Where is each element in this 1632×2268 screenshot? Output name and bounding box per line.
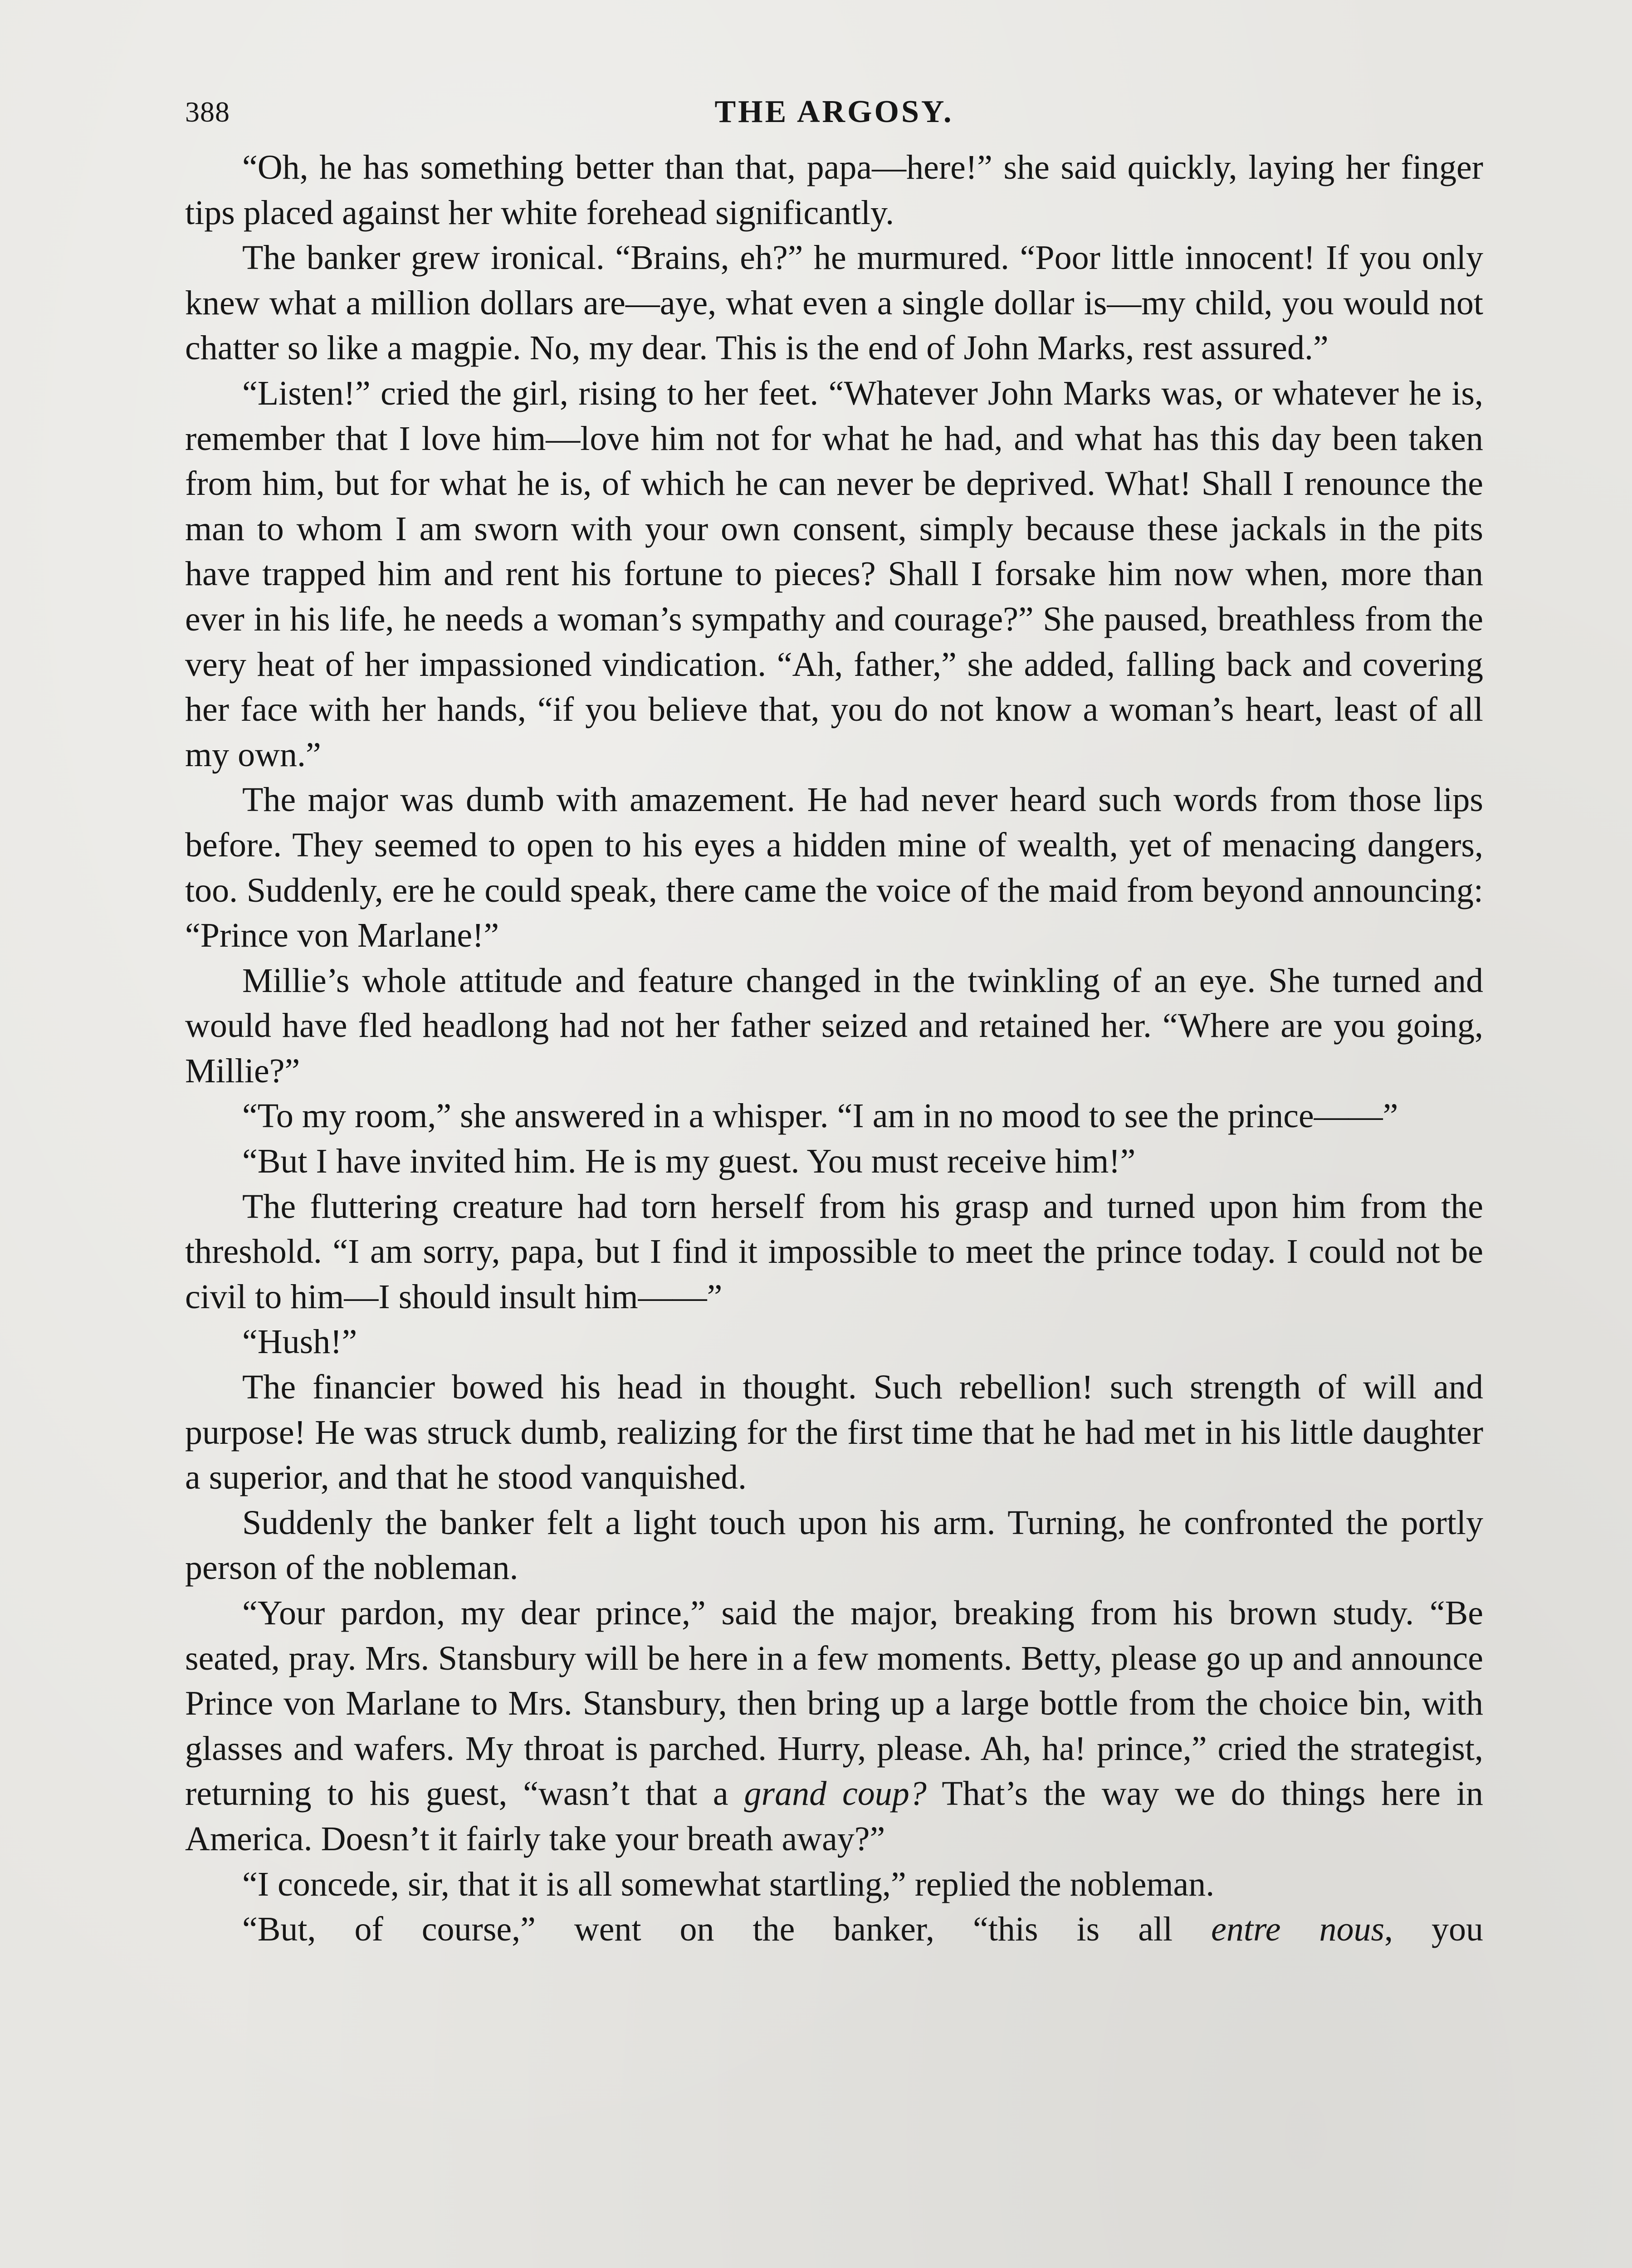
italic-phrase: entre nous bbox=[1211, 1910, 1385, 1949]
paragraph: “To my room,” she answered in a whisper. “I am in no mood to see the prince——” bbox=[242, 1097, 1398, 1135]
paragraph: “I concede, sir, that it is all somewhat startling,” replied the nobleman. bbox=[242, 1865, 1215, 1903]
paragraph: “Oh, he has something better than that, papa—here!” she said quickly, laying her finger tips placed against her white forehead significantly. bbox=[185, 148, 1483, 232]
paragraph-text: “But, of course,” went on the banker, “this is all bbox=[242, 1910, 1212, 1949]
italic-phrase: grand coup? bbox=[744, 1774, 927, 1813]
paragraph bbox=[185, 1907, 1483, 1952]
page-header bbox=[185, 87, 1483, 137]
paragraph bbox=[185, 1591, 1483, 1862]
paragraph: Suddenly the banker felt a light touch upon his arm. Turning, he confronted the portly person of the nobleman. bbox=[185, 1503, 1483, 1587]
page-number: 388 bbox=[185, 96, 230, 128]
body-text bbox=[185, 145, 1483, 1952]
paragraph: The banker grew ironical. “Brains, eh?” he murmured. “Poor little innocent! If you only knew what a million dollars are—aye, what even a single dollar is—my child, you would not chatter so like a magpie. No, my dear. This is the end of John Marks, rest assured.” bbox=[185, 239, 1483, 367]
paragraph: The fluttering creature had torn herself from his grasp and turned upon him from the threshold. “I am sorry, papa, but I find it impossible to meet the prince today. I could not be civil to him—I should insult him——” bbox=[185, 1187, 1483, 1316]
paragraph-text: That’s the way we do things here in America. Doesn’t it fairly take your breath away?” bbox=[185, 1774, 1484, 1858]
paragraph-text: “Your pardon, my dear prince,” said the major, breaking from his brown study. “Be seated, pray. Mrs. Stansbury will be here in a few moments. Betty, please go up and announce Prince von Marlane to Mrs. Stansbury, then bring up a large bottle from the choice bin, with glasses and wafers. My throat is parched. Hurry, please. Ah, ha! prince,” cried the strategist, returning to his guest, “wasn’t that a bbox=[185, 1594, 1483, 1813]
paragraph: The major was dumb with amazement. He had never heard such words from those lips before. They seemed to open to his eyes a hidden mine of wealth, yet of menacing dangers, too. Suddenly, ere he could speak, there came the voice of the maid from beyond announcing: “Prince von Marlane!” bbox=[185, 781, 1483, 955]
paragraph: Millie’s whole attitude and feature changed in the twinkling of an eye. She turned and would have fled headlong had not her father seized and retained her. “Where are you going, Millie?” bbox=[185, 961, 1483, 1090]
paragraph: “Hush!” bbox=[242, 1323, 357, 1361]
running-head: THE ARGOSY. bbox=[714, 94, 954, 129]
paragraph: “But I have invited him. He is my guest. You must receive him!” bbox=[242, 1142, 1136, 1181]
paragraph: The financier bowed his head in thought. Such rebellion! such strength of will and purpose! He was struck dumb, realizing for the first time that he had met in his little daughter a superior, and that he stood vanquished. bbox=[185, 1368, 1483, 1497]
paragraph-text: , you bbox=[1384, 1910, 1484, 1949]
paragraph: “Listen!” cried the girl, rising to her feet. “Whatever John Marks was, or whatever he is, remember that I love him—love him not for what he had, and what has this day been taken from him, but for what he is, of which he can never be deprived. What! Shall I renounce the man to whom I am sworn with your own consent, simply because these jackals in the pits have trapped him and rent his fortune to pieces? Shall I forsake him now when, more than ever in his life, he needs a woman’s sympathy and courage?” She paused, breathless from the very heat of her impassioned vindication. “Ah, father,” she added, falling back and covering her face with her hands, “if you believe that, you do not know a woman’s heart, least of all my own.” bbox=[185, 374, 1483, 774]
